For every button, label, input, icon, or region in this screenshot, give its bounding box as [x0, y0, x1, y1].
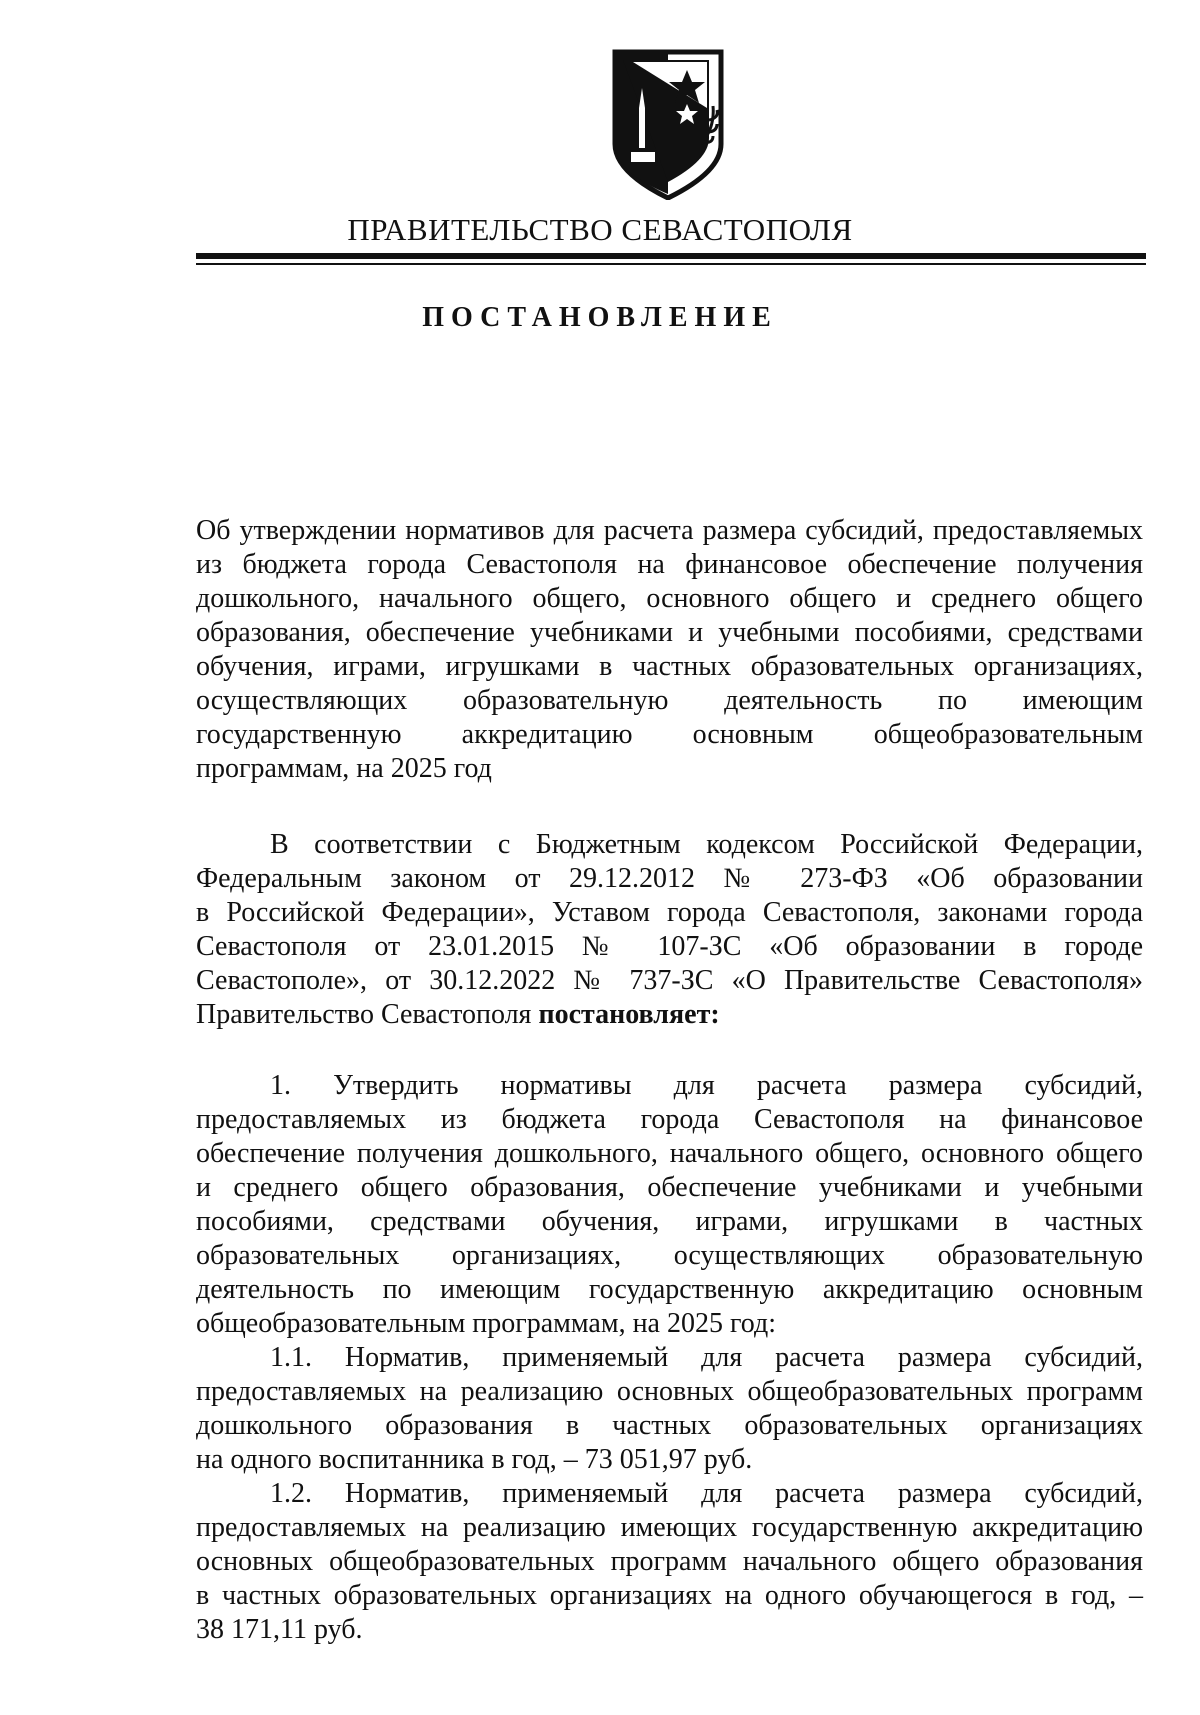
point-line: основных общеобразовательных программ начального общего образования: [196, 1546, 1143, 1577]
sevastopol-coat-of-arms-icon: [609, 48, 727, 200]
point-line: предоставляемых на реализацию имеющих государственную аккредитацию: [196, 1512, 1143, 1543]
basis-line: в Российской Федерации», Уставом города Севастополя, законами города: [196, 897, 1143, 928]
organization-name: ПРАВИТЕЛЬСТВО СЕВАСТОПОЛЯ: [347, 212, 853, 247]
basis-line: Севастополе», от 30.12.2022 № 737-ЗС «О Правительстве Севастополя»: [196, 965, 1143, 996]
basis-line: [196, 998, 1143, 1032]
document-type: ПОСТАНОВЛЕНИЕ: [422, 302, 778, 333]
legal-basis-paragraph: [196, 828, 1143, 1032]
point-line: 1.1. Норматив, применяемый для расчета размера субсидий,: [270, 1342, 1143, 1373]
point-line: 1.2. Норматив, применяемый для расчета размера субсидий,: [270, 1478, 1143, 1509]
point-line: предоставляемых на реализацию основных общеобразовательных программ: [196, 1376, 1143, 1407]
basis-line: Федеральным законом от 29.12.2012 № 273-ФЗ «Об образовании: [196, 863, 1143, 894]
point-line: общеобразовательным программам, на 2025 год:: [196, 1308, 776, 1339]
title-line: осуществляющих образовательную деятельность по имеющим: [196, 685, 1143, 716]
title-line: дошкольного, начального общего, основного общего и среднего общего: [196, 583, 1143, 614]
title-line: Об утверждении нормативов для расчета размера субсидий, предоставляемых: [196, 515, 1143, 546]
point-line: дошкольного образования в частных образовательных организациях: [196, 1410, 1143, 1441]
basis-line: Севастополя от 23.01.2015 № 107-ЗС «Об образовании в городе: [196, 931, 1143, 962]
point-line: пособиями, средствами обучения, играми, игрушками в частных: [196, 1206, 1143, 1237]
point-line: на одного воспитанника в год, – 73 051,97 руб.: [196, 1444, 753, 1475]
resolution-verb: постановляет:: [538, 999, 720, 1030]
title-line: обучения, играми, игрушками в частных образовательных организациях,: [196, 651, 1143, 682]
point-line: обеспечение получения дошкольного, начального общего, основного общего: [196, 1138, 1143, 1169]
point-line: 1. Утвердить нормативы для расчета размера субсидий,: [270, 1070, 1143, 1101]
header-rule-thick: [196, 253, 1146, 259]
header-rule-thin: [196, 263, 1146, 265]
basis-last-text: Правительство Севастополя: [196, 999, 539, 1030]
resolution-points: [196, 1069, 1143, 1647]
document-title: [196, 514, 1143, 786]
title-line: программам, на 2025 год: [196, 753, 492, 784]
point-line: и среднего общего образования, обеспечение учебниками и учебными: [196, 1172, 1143, 1203]
point-line: предоставляемых из бюджета города Севастополя на финансовое: [196, 1104, 1143, 1135]
title-line: государственную аккредитацию основным общеобразовательным: [196, 719, 1143, 750]
title-line: из бюджета города Севастополя на финансовое обеспечение получения: [196, 549, 1143, 580]
point-line: образовательных организациях, осуществляющих образовательную: [196, 1240, 1143, 1271]
point-line: в частных образовательных организациях на одного обучающегося в год, –: [196, 1580, 1143, 1611]
title-line: образования, обеспечение учебниками и учебными пособиями, средствами: [196, 617, 1143, 648]
point-line: 38 171,11 руб.: [196, 1614, 363, 1645]
point-line: деятельность по имеющим государственную аккредитацию основным: [196, 1274, 1143, 1305]
basis-line: В соответствии с Бюджетным кодексом Российской Федерации,: [270, 829, 1143, 860]
